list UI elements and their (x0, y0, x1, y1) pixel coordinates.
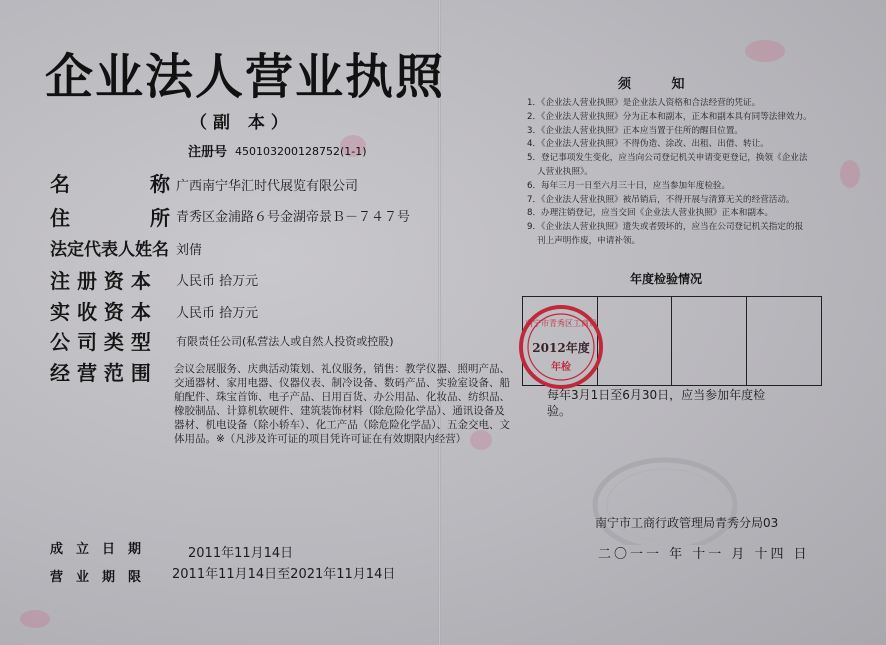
paper-spot (20, 610, 50, 628)
paper-spot (745, 40, 785, 62)
field-label-name: 名 称 (50, 172, 170, 196)
notice-item: 人营业执照》。 (537, 166, 593, 177)
field-label-business-scope: 经 营 范 围 (50, 361, 151, 385)
field-value-address: 青秀区金浦路６号金湖帝景Ｂ－７４７号 (176, 210, 411, 225)
copy-subtitle: （副 本） (190, 113, 294, 133)
notice-item: 4．《企业法人营业执照》不得伪造、涂改、出租、出借、转让。 (527, 139, 769, 150)
inspection-cell (598, 297, 673, 385)
notice-item: 5．登记事项发生变化，应当向公司登记机关申请变更登记，换领《企业法 (527, 153, 808, 164)
field-value-paid-capital: 人民币 拾万元 (176, 306, 259, 321)
stamp-year-text: 2012年度 (532, 341, 590, 355)
registration-label: 注册号 (188, 145, 228, 160)
issuing-authority: 南宁市工商行政管理局青秀分局03 (595, 516, 779, 530)
annual-inspection-title: 年度检验情况 (630, 272, 703, 286)
stamp-ring-text: 南宁市青秀区工商局 (525, 319, 597, 328)
registration-number: 450103200128752(1-1) (235, 145, 367, 158)
annual-inspection-stamp (518, 304, 604, 390)
date-label-operating-period: 营 业 期 限 (50, 570, 142, 585)
field-label-address: 住 所 (50, 206, 170, 230)
inspection-cell (672, 297, 747, 385)
stamp-bottom-text: 年检 (551, 362, 571, 373)
notice-item: 1．《企业法人营业执照》是企业法人资格和合法经营的凭证。 (527, 98, 761, 108)
field-value-legal-rep: 刘倩 (176, 243, 203, 258)
notice-item: 6．每年三月一日至六月三十日，应当参加年度检验。 (527, 180, 731, 191)
notice-title: 须 知 (618, 77, 703, 92)
notice-item: 9．《企业法人营业执照》遗失或者毁坏的，应当在公司登记机关指定的报 (527, 222, 804, 233)
field-value-company-type: 有限责任公司(私营法人或自然人投资或控股) (176, 335, 394, 348)
field-label-legal-rep: 法定代表人姓名 (50, 240, 169, 260)
notice-item: 8．办理注销登记，应当交回《企业法人营业执照》正本和副本。 (527, 208, 774, 219)
field-label-paid-capital: 实 收 资 本 (50, 300, 151, 324)
annual-inspection-note: 每年3月1日至6月30日，应当参加年度检验。 (547, 388, 766, 418)
date-value-operating-period: 2011年11月14日至2021年11月14日 (172, 567, 396, 582)
document-title: 企业法人营业执照 (45, 49, 446, 105)
field-value-name: 广西南宁华汇时代展览有限公司 (176, 179, 359, 194)
notice-item: 3．《企业法人营业执照》正本应当置于住所的醒目位置。 (527, 125, 744, 136)
issue-date: 二〇一一 年 十一 月 十四 日 (598, 547, 810, 562)
field-label-company-type: 公 司 类 型 (50, 330, 151, 354)
notice-list (527, 97, 827, 249)
field-value-registered-capital: 人民币 拾万元 (176, 274, 259, 289)
notice-item: 刊上声明作废，申请补领。 (537, 235, 641, 246)
date-label-established: 成 立 日 期 (50, 542, 142, 557)
date-value-established: 2011年11月14日 (188, 546, 294, 561)
field-value-business-scope: 会议会展服务、庆典活动策划、礼仪服务，销售：教学仪器、照明产品、交通器材、家用电器、仪器仪表、制冷设备、数码产品、实验室设备、船舶配件、珠宝首饰、电子产品、日用百货、办公用品、化妆品、纺织品、橡胶制品、计算机软硬件、建筑装饰材料（除危险化学品）、通讯设备及器材、机电设备（除小轿车）、化工产品（除危险化学品）、五金交电、文体用品。※（凡涉及许可证的项目凭许可证在有效期限内经营） (174, 363, 510, 445)
inspection-cell (747, 297, 822, 385)
paper-spot (840, 160, 860, 188)
field-label-registered-capital: 注 册 资 本 (50, 269, 151, 293)
notice-item: 7．《企业法人营业执照》被吊销后，不得开展与清算无关的经营活动。 (527, 194, 795, 205)
notice-item: 2．《企业法人营业执照》分为正本和副本，正本和副本具有同等法律效力。 (527, 111, 812, 122)
